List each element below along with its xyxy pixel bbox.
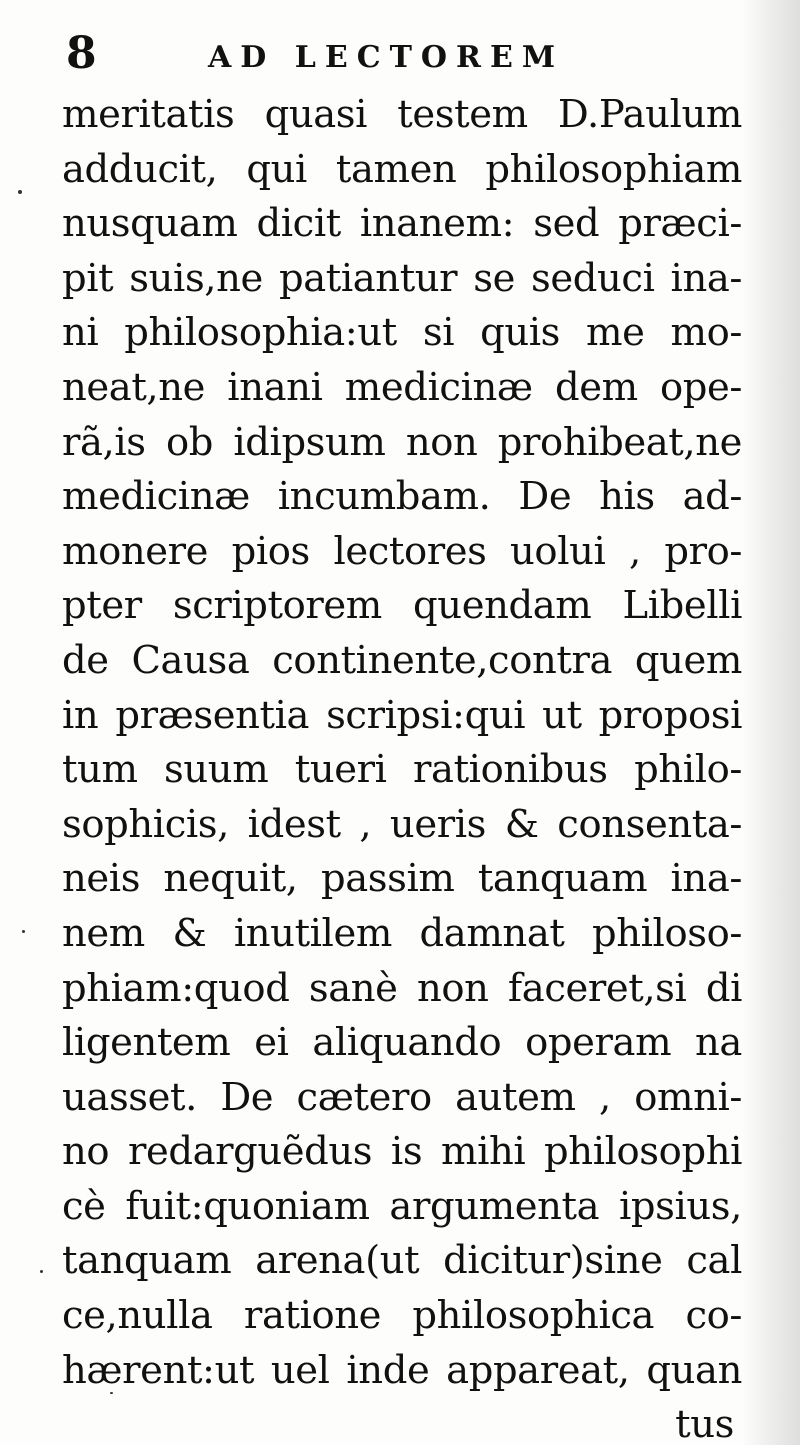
text-line: adducit, qui tamen philosophiam bbox=[62, 146, 742, 192]
text-line: rã,is ob idipsum non prohibeat,ne bbox=[62, 419, 742, 465]
text-line: phiam:quod sanè non faceret,si di bbox=[62, 965, 742, 1011]
ink-speck bbox=[18, 190, 22, 194]
text-line: tanquam arena(ut dicitur)sine cal bbox=[62, 1238, 742, 1284]
text-line: tum suum tueri rationibus philo- bbox=[62, 747, 742, 793]
text-line: medicinæ incumbam. De his ad- bbox=[62, 474, 742, 520]
catchword: tus bbox=[675, 1402, 734, 1448]
running-title: AD LECTOREM bbox=[208, 40, 565, 75]
text-line: no redarguẽdus is mihi philosophi bbox=[62, 1129, 742, 1175]
text-line: uasset. De cætero autem , omni- bbox=[62, 1074, 742, 1120]
text-line: nem & inutilem damnat philoso- bbox=[62, 910, 742, 956]
text-line: cè fuit:quoniam argumenta ipsius, bbox=[62, 1183, 742, 1229]
ink-speck bbox=[22, 930, 25, 933]
text-line: neat,ne inani medicinæ dem ope- bbox=[62, 364, 742, 410]
text-line: nusquam dicit inanem: sed præci- bbox=[62, 201, 742, 247]
text-line: ni philosophia:ut si quis me mo- bbox=[62, 310, 742, 356]
text-line: meritatis quasi testem D.Paulum bbox=[62, 92, 742, 137]
text-line: ce,nulla ratione philosophica co- bbox=[62, 1293, 742, 1339]
text-line: de Causa continente,contra quem bbox=[62, 637, 742, 683]
text-line: neis nequit, passim tanquam ina- bbox=[62, 856, 742, 902]
text-line: pter scriptorem quendam Libelli bbox=[62, 583, 742, 629]
page-edge-shadow bbox=[742, 0, 800, 1445]
text-line: hærent:ut uel inde appareat, quan bbox=[62, 1347, 742, 1393]
text-line: in præsentia scripsi:qui ut proposi bbox=[62, 692, 742, 738]
text-line: ligentem ei aliquando operam na bbox=[62, 1020, 742, 1066]
running-head bbox=[66, 26, 626, 86]
page-number: 8 bbox=[66, 28, 97, 79]
text-line: pit suis,ne patiantur se seduci ina- bbox=[62, 255, 742, 301]
body-text bbox=[62, 88, 742, 1453]
ink-speck bbox=[40, 1270, 43, 1273]
text-line: sophicis, idest , ueris & consenta- bbox=[62, 801, 742, 847]
text-line: monere pios lectores uolui , pro- bbox=[62, 528, 742, 574]
